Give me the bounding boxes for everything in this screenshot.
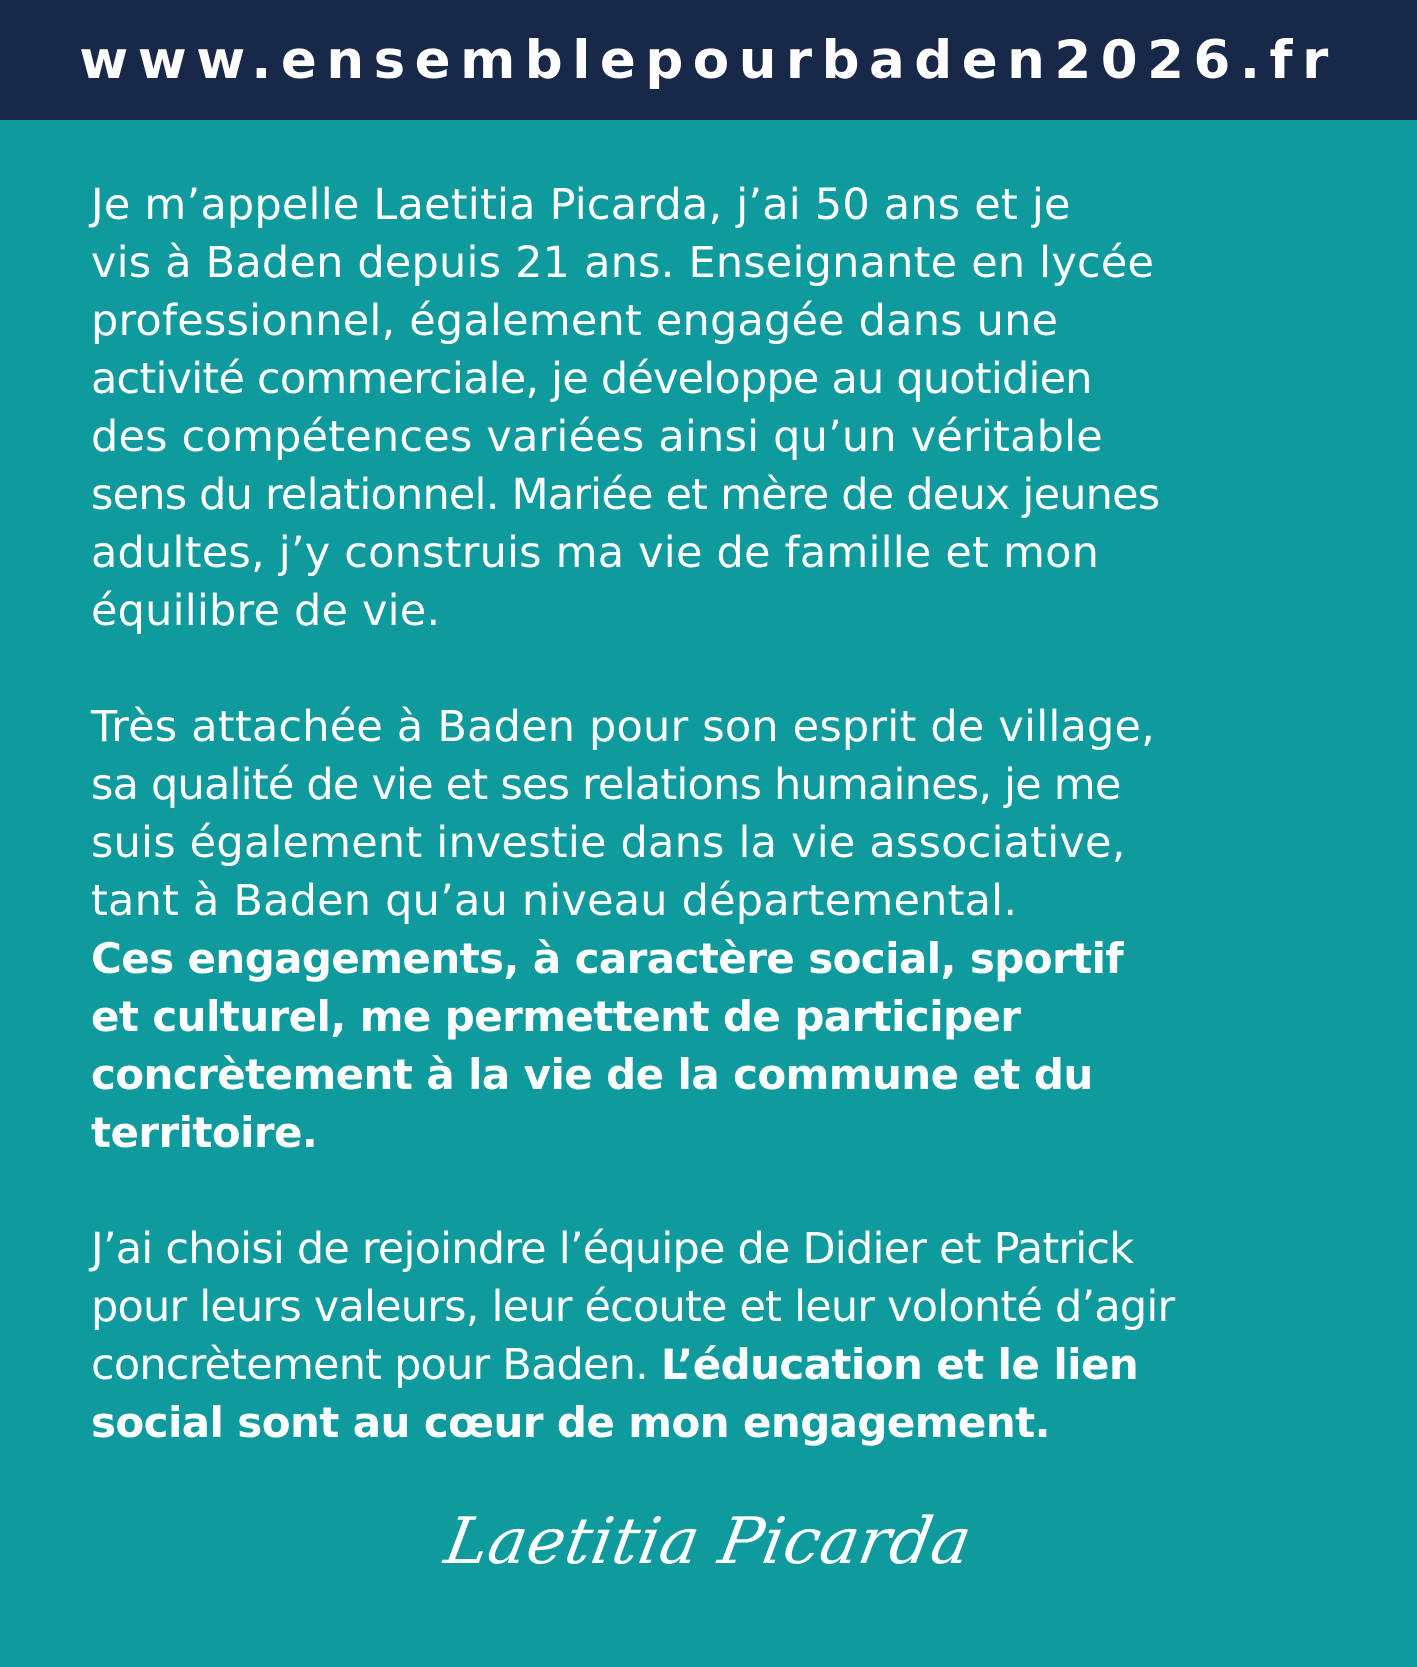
paragraph-3-line-2: pour leurs valeurs, leur écoute et leur volonté d’agir [91,1282,1175,1332]
paragraph-2-highlight-line-2: et culturel, me permettent de participer [91,992,1021,1041]
paragraph-2-highlight-line-4: territoire. [91,1108,318,1157]
paragraph-1-line-5: des compétences variées ainsi qu’un véritable [91,412,1103,462]
paragraph-3-bold-text: L’éducation et le lien [660,1340,1139,1389]
paragraph-1-line-4: activité commerciale, je développe au quotidien [91,354,1092,404]
paragraph-2-line-4: tant à Baden qu’au niveau départemental. [91,876,1018,926]
website-url[interactable]: www.ensemblepourbaden2026.fr [79,29,1338,91]
paragraph-1-line-1: Je m’appelle Laetitia Picarda, j’ai 50 ans et je [91,180,1071,230]
signature: Laetitia Picarda [439,1505,978,1579]
paragraph-1-line-8: équilibre de vie. [91,586,441,636]
paragraph-2-line-3: suis également investie dans la vie associative, [91,818,1126,868]
signature-area [0,1505,1417,1579]
paragraph-2-highlight-line-3: concrètement à la vie de la commune et du [91,1050,1093,1099]
paragraph-2-line-1: Très attachée à Baden pour son esprit de village, [91,702,1156,752]
paragraph-2-line-2: sa qualité de vie et ses relations humaines, je me [91,760,1121,810]
paragraph-1-line-6: sens du relationnel. Mariée et mère de deux jeunes [91,470,1160,520]
paragraph-3-line-1: J’ai choisi de rejoindre l’équipe de Didier et Patrick [91,1224,1134,1274]
paragraph-2-highlight-line-1: Ces engagements, à caractère social, sportif [91,934,1124,983]
paragraph-3-regular-text: concrètement pour Baden. [91,1340,661,1390]
paragraph-1-line-7: adultes, j’y construis ma vie de famille et mon [91,528,1100,578]
paragraph-3-line-3 [91,1336,1138,1394]
paragraph-1-line-2: vis à Baden depuis 21 ans. Enseignante en lycée [91,238,1155,288]
paragraph-3-highlight-line: social sont au cœur de mon engagement. [91,1398,1050,1447]
paragraph-1-line-3: professionnel, également engagée dans une [91,296,1059,346]
